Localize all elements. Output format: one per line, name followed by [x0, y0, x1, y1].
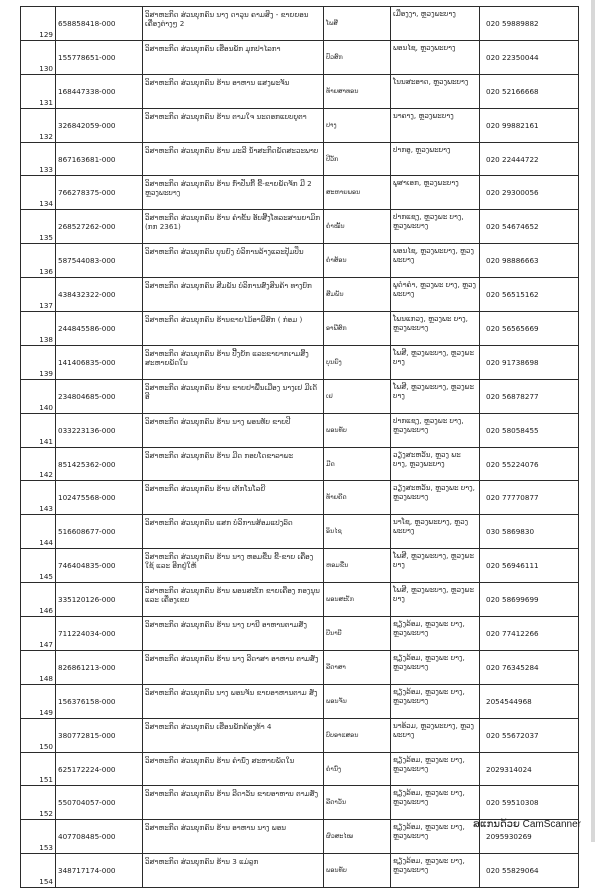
enterprise-name-cell: ວິສາຫະກິດ ສ່ວນບຸກຄົນ ຮ້ານ ກົ່າປັ່ນກີ້ ຂີ້-ຂາຍພັດຈັກ ມີ 2 ຫຼວງພະບາງ: [143, 176, 324, 210]
row-number-cell: 141: [21, 413, 56, 447]
enterprise-name-cell: ວິສາຫະກິດ ສ່ວນບຸກຄົນ ນາງ ດາວຸນ ຄາມສິງ - ຂາຍຍອນ ເຄື່ອງຕ່າງໆ 2: [143, 7, 324, 41]
tax-id-cell: 326842059-000: [56, 108, 143, 142]
phone-number-cell: 020 22350044: [480, 40, 579, 74]
tax-id-cell: 380772815-000: [56, 718, 143, 752]
table-row: [21, 718, 579, 752]
enterprise-name-cell: ວິສາຫະກິດ ສ່ວນບຸກຄົນ ຮ້ານ ຂາຍຢາພື້ນເມືອງ ນາງເຢ ມີເດັອີ: [143, 379, 324, 413]
enterprise-name-cell: ວິສາຫະກິດ ສ່ວນບຸກຄົນ ຮ້ານ ພອນສະເັກ ຂາຍເຄື່ອງ ກອງນຸນ ແລະ ເຄື່ອງເຂຍ: [143, 583, 324, 617]
tax-id-cell: 516608677-000: [56, 515, 143, 549]
phone-number-cell: 030 5869830: [480, 515, 579, 549]
table-row: [21, 312, 579, 346]
address-cell: ພອນໄຊ, ຫຼວງພະບາງ: [391, 40, 480, 74]
address-cell: ນາຄາງ, ຫຼວງພະບາງ: [391, 108, 480, 142]
owner-name-cell: ພອນຈັນ: [324, 684, 391, 718]
address-cell: ປາກແຊງ, ຫຼວງພະ ບາງ, ຫຼວງພະບາງ: [391, 413, 480, 447]
tax-id-cell: 587544083-000: [56, 244, 143, 278]
phone-number-cell: 020 91738698: [480, 345, 579, 379]
row-number-cell: 152: [21, 786, 56, 820]
owner-name-cell: ບຸນຍົງ: [324, 345, 391, 379]
enterprise-name-cell: ວິສາຫະກິດ ສ່ວນບຸກຄົນ ຮ້ານ 3 ແມ່ລູກ: [143, 854, 324, 888]
address-cell: ພູສາເອກ, ຫຼວງພະບາງ: [391, 176, 480, 210]
row-number-cell: 131: [21, 74, 56, 108]
owner-name-cell: ບີນາບີ: [324, 617, 391, 651]
enterprise-name-cell: ວິສາຫະກິດ ສ່ວນບຸກຄົນ ຮ້ານ ຄຳຂັ້ນ ອັບສີ້ງໂທລະສານຍາມິກ (ກກ 2361): [143, 210, 324, 244]
address-cell: ປາກອູ, ຫຼວງພະບາງ: [391, 142, 480, 176]
address-cell: ໂພນແກວງ, ຫຼວງພະ ບາງ, ຫຼວງພະບາງ: [391, 312, 480, 346]
table-row: [21, 345, 579, 379]
address-cell: ໂພສີ, ຫຼວງພະບາງ, ຫຼວງພະບາງ: [391, 583, 480, 617]
phone-number-cell: 020 52166668: [480, 74, 579, 108]
tax-id-cell: 335120126-000: [56, 583, 143, 617]
enterprise-name-cell: ວິສາຫະກິດ ສ່ວນບຸກຄົນ ຮ້ານ ນາງ ພອນທັບ ຂາຍປີ: [143, 413, 324, 447]
phone-number-cell: 020 56878277: [480, 379, 579, 413]
address-cell: ນາໂຊ, ຫຼວງພະບາງ, ຫຼວງພະບາງ: [391, 515, 480, 549]
tax-id-cell: 268527262-000: [56, 210, 143, 244]
address-cell: ຊຽງລ້ອມ, ຫຼວງພະ ບາງ, ຫຼວງພະບາງ: [391, 617, 480, 651]
tax-id-cell: 711224034-000: [56, 617, 143, 651]
phone-number-cell: 020 58699699: [480, 583, 579, 617]
owner-name-cell: ພອນສະເັກ: [324, 583, 391, 617]
enterprise-name-cell: ວິສາຫະກິດ ສ່ວນບຸກຄົນ ຮ້ານ ນາງ ລີດາສາ ອາຫານ ຕາມສັ່ງ: [143, 650, 324, 684]
table-row: [21, 244, 579, 278]
enterprise-name-cell: ວິສາຫະກິດ ສ່ວນບຸກຄົນ ຮ້ານ ມີດ ກອບໂດຂາລາພະ: [143, 447, 324, 481]
phone-number-cell: 020 77770877: [480, 481, 579, 515]
row-number-cell: 148: [21, 650, 56, 684]
owner-name-cell: ລີດາວັນ: [324, 786, 391, 820]
row-number-cell: 154: [21, 854, 56, 888]
address-cell: ໂພສີ, ຫຼວງພະບາງ, ຫຼວງພະບາງ: [391, 549, 480, 583]
enterprise-name-cell: ວິສາຫະກິດ ສ່ວນບຸກຄົນ ຮ້ານ ນາງ ບານີ ອາຫານຕາມສັ່ງ: [143, 617, 324, 651]
phone-number-cell: 2054544968: [480, 684, 579, 718]
enterprise-name-cell: ວິສາຫະກິດ ສ່ວນບຸກຄົນ ຮ້ານ ມະລີ ນ້ຳສະກິດພັດສະວະພາບ: [143, 142, 324, 176]
row-number-cell: 149: [21, 684, 56, 718]
address-cell: ປາກແຊງ, ຫຼວງພະ ບາງ, ຫຼວງພະບາງ: [391, 210, 480, 244]
owner-name-cell: ບົບອາແສອນ: [324, 718, 391, 752]
phone-number-cell: 020 55224076: [480, 447, 579, 481]
enterprise-name-cell: ວິສາຫະກິດ ສ່ວນບຸກຄົນ ຮ້ານ ນາງ ຫອມຂື່ນ ຂີ້-ຂາຍ ເຄື່ອງໃຊ້ ແລະ ອີກຢູ່ໃຫ້: [143, 549, 324, 583]
row-number-cell: 144: [21, 515, 56, 549]
enterprise-name-cell: ວິສາຫະກິດ ສ່ວນບຸກຄົນ ຮ້ານ ຕາມໃຈ ນະດອກແບບບູຕາ: [143, 108, 324, 142]
owner-name-cell: ສະຫາຍພອນ: [324, 176, 391, 210]
owner-name-cell: ຜົວສະໄໝ: [324, 820, 391, 854]
phone-number-cell: 020 77412266: [480, 617, 579, 651]
owner-name-cell: ສີມພັນ: [324, 278, 391, 312]
owner-name-cell: ຫອມຂື່ນ: [324, 549, 391, 583]
address-cell: ໂພສີ, ຫຼວງພະບາງ, ຫຼວງພະບາງ: [391, 379, 480, 413]
enterprise-name-cell: ວິສາຫະກິດ ສ່ວນບຸກຄົນ ຮ້ານ ປີ້ງຍັກ ແລະຂາຍາກເາມສິ້ງ ສະຫາຍພັດໃນ: [143, 345, 324, 379]
row-number-cell: 132: [21, 108, 56, 142]
row-number-cell: 150: [21, 718, 56, 752]
table-row: [21, 786, 579, 820]
row-number-cell: 135: [21, 210, 56, 244]
tax-id-cell: 156376158-000: [56, 684, 143, 718]
registry-table: [20, 6, 579, 888]
table-row: [21, 515, 579, 549]
phone-number-cell: 020 29300056: [480, 176, 579, 210]
phone-number-cell: 020 56946111: [480, 549, 579, 583]
owner-name-cell: ປາງ: [324, 108, 391, 142]
enterprise-name-cell: ວິສາຫະກິດ ສ່ວນບຸກຄົນ ແສກ ບໍລິການສ້ອມແປງລົດ: [143, 515, 324, 549]
table-row: [21, 481, 579, 515]
phone-number-cell: 020 55672037: [480, 718, 579, 752]
phone-number-cell: 020 56565669: [480, 312, 579, 346]
tax-id-cell: 141406835-000: [56, 345, 143, 379]
phone-number-cell: 020 59889882: [480, 7, 579, 41]
address-cell: ວຽງສະຫວັນ, ຫຼວງ ພະ ບາງ, ຫຼວງພະບາງ: [391, 447, 480, 481]
phone-number-cell: 020 55829064: [480, 854, 579, 888]
row-number-cell: 134: [21, 176, 56, 210]
tax-id-cell: 348717174-000: [56, 854, 143, 888]
table-row: [21, 379, 579, 413]
enterprise-name-cell: ວິສາຫະກິດ ສ່ວນບຸກຄົນ ເຮືອນພັກຄ້ອງທ້າ 4: [143, 718, 324, 752]
tax-id-cell: 867163681-000: [56, 142, 143, 176]
phone-number-cell: 020 54674652: [480, 210, 579, 244]
address-cell: ຊຽງລ້ອມ, ຫຼວງພະ ບາງ, ຫຼວງພະບາງ: [391, 854, 480, 888]
table-row: [21, 7, 579, 41]
owner-name-cell: ປີວັກ: [324, 142, 391, 176]
owner-name-cell: ພອນທັບ: [324, 854, 391, 888]
address-cell: ໂພສີ, ຫຼວງພະບາງ, ຫຼວງພະບາງ: [391, 345, 480, 379]
phone-number-cell: 020 59510308: [480, 786, 579, 820]
scanner-watermark: ສແກນດ້ວຍ CamScanner: [473, 819, 581, 830]
address-cell: ຊຽງລ້ອມ, ຫຼວງພະ ບາງ, ຫຼວງພະບາງ: [391, 684, 480, 718]
table-row: [21, 752, 579, 786]
table-row: [21, 684, 579, 718]
address-cell: ໂນນສະອາດ, ຫຼວງພະບາງ: [391, 74, 480, 108]
owner-name-cell: ທ້າຍສາທອນ: [324, 74, 391, 108]
enterprise-name-cell: ວິສາຫະກິດ ສ່ວນບຸກຄົນ ຮ້ານ ເຕັກໂນໂລຍີ: [143, 481, 324, 515]
row-number-cell: 146: [21, 583, 56, 617]
phone-number-cell: 2095930269: [480, 820, 579, 854]
address-cell: ເມືອງງາ, ຫຼວງພະບາງ: [391, 7, 480, 41]
address-cell: ພອນໄຊ, ຫຼວງພະບາງ, ຫຼວງພະບາງ: [391, 244, 480, 278]
enterprise-name-cell: ວິສາຫະກິດ ສ່ວນບຸກຄົນ ຮ້ານຂາຍໄມ້ອາພີສົກ ( ກ່ອມ ): [143, 312, 324, 346]
enterprise-name-cell: ວິສາຫະກິດ ສ່ວນບຸກຄົນ ຮ້ານ ຄຳນົ່ງ ສະຫາຍພັດໃນ: [143, 752, 324, 786]
table-row: [21, 854, 579, 888]
phone-number-cell: 020 56515162: [480, 278, 579, 312]
table-row: [21, 176, 579, 210]
tax-id-cell: 826861213-000: [56, 650, 143, 684]
tax-id-cell: 658858418-000: [56, 7, 143, 41]
enterprise-name-cell: ວິສາຫະກິດ ສ່ວນບຸກຄົນ ຮ້ານ ອາຫານ ນາງ ພອນ: [143, 820, 324, 854]
table-row: [21, 74, 579, 108]
enterprise-name-cell: ວິສາຫະກິດ ສ່ວນບຸກຄົນ ຮ້ານ ລີດາວັນ ຂາຍອາຫານ ຕາມສັ່ງ: [143, 786, 324, 820]
tax-id-cell: 625172224-000: [56, 752, 143, 786]
table-row: [21, 650, 579, 684]
row-number-cell: 136: [21, 244, 56, 278]
phone-number-cell: 020 76345284: [480, 650, 579, 684]
owner-name-cell: ພອນທັບ: [324, 413, 391, 447]
address-cell: ພູດຳຄຳ, ຫຼວງພະ ບາງ, ຫຼວງພະບາງ: [391, 278, 480, 312]
table-row: [21, 617, 579, 651]
table-body: [21, 7, 579, 888]
table-row: [21, 278, 579, 312]
owner-name-cell: ອາພີສົກ: [324, 312, 391, 346]
row-number-cell: 138: [21, 312, 56, 346]
row-number-cell: 153: [21, 820, 56, 854]
row-number-cell: 129: [21, 7, 56, 41]
phone-number-cell: 020 58058455: [480, 413, 579, 447]
owner-name-cell: ມີດ: [324, 447, 391, 481]
table-row: [21, 447, 579, 481]
tax-id-cell: 234804685-000: [56, 379, 143, 413]
tax-id-cell: 033223136-000: [56, 413, 143, 447]
tax-id-cell: 155778651-000: [56, 40, 143, 74]
tax-id-cell: 168447338-000: [56, 74, 143, 108]
row-number-cell: 151: [21, 752, 56, 786]
tax-id-cell: 244845586-000: [56, 312, 143, 346]
address-cell: ຊຽງລ້ອມ, ຫຼວງພະ ບາງ, ຫຼວງພະບາງ: [391, 820, 480, 854]
table-row: [21, 210, 579, 244]
row-number-cell: 137: [21, 278, 56, 312]
table-row: [21, 583, 579, 617]
enterprise-name-cell: ວິສາຫະກິດ ສ່ວນບຸກຄົນ ບຸນຍົງ ບໍລິການລ້າງແລະປຸ້ມປິ່ນ: [143, 244, 324, 278]
row-number-cell: 145: [21, 549, 56, 583]
owner-name-cell: ເຢ: [324, 379, 391, 413]
owner-name-cell: ຄຳນົ່ງ: [324, 752, 391, 786]
phone-number-cell: 2029314024: [480, 752, 579, 786]
address-cell: ວຽງສະຫວັນ, ຫຼວງພະ ບາງ, ຫຼວງພະບາງ: [391, 481, 480, 515]
owner-name-cell: ອິນໄຊ: [324, 515, 391, 549]
row-number-cell: 130: [21, 40, 56, 74]
owner-name-cell: ລີດາສາ: [324, 650, 391, 684]
enterprise-name-cell: ວິສາຫະກິດ ສ່ວນບຸກຄົນ ນາງ ພອນຈັນ ຂາຍອາຫານຕາມ ສັ່ງ: [143, 684, 324, 718]
phone-number-cell: 020 98886663: [480, 244, 579, 278]
owner-name-cell: ຄຳສ້ອນ: [324, 244, 391, 278]
address-cell: ນາອ້ວມ, ຫຼວງພະບາງ, ຫຼວງພະບາງ: [391, 718, 480, 752]
enterprise-name-cell: ວິສາຫະກິດ ສ່ວນບຸກຄົນ ເຮືອນພັກ ມຸກປາໄລກາ: [143, 40, 324, 74]
address-cell: ຊຽງລ້ອມ, ຫຼວງພະ ບາງ, ຫຼວງພະບາງ: [391, 786, 480, 820]
table-row: [21, 40, 579, 74]
tax-id-cell: 407708485-000: [56, 820, 143, 854]
table-row: [21, 108, 579, 142]
row-number-cell: 140: [21, 379, 56, 413]
enterprise-name-cell: ວິສາຫະກິດ ສ່ວນບຸກຄົນ ຮ້ານ ອາຫານ ແສງພະຈັນ: [143, 74, 324, 108]
tax-id-cell: 746404835-000: [56, 549, 143, 583]
row-number-cell: 133: [21, 142, 56, 176]
row-number-cell: 142: [21, 447, 56, 481]
table-row: [21, 549, 579, 583]
address-cell: ຊຽງລ້ອມ, ຫຼວງພະ ບາງ, ຫຼວງພະບາງ: [391, 752, 480, 786]
row-number-cell: 147: [21, 617, 56, 651]
tax-id-cell: 851425362-000: [56, 447, 143, 481]
tax-id-cell: 766278375-000: [56, 176, 143, 210]
owner-name-cell: ທ້າຍຄີດ: [324, 481, 391, 515]
tax-id-cell: 550704057-000: [56, 786, 143, 820]
scan-edge: [591, 0, 595, 842]
table-row: [21, 142, 579, 176]
address-cell: ຊຽງລ້ອມ, ຫຼວງພະ ບາງ, ຫຼວງພະບາງ: [391, 650, 480, 684]
tax-id-cell: 438432322-000: [56, 278, 143, 312]
tax-id-cell: 102475568-000: [56, 481, 143, 515]
owner-name-cell: ປົວສົກ: [324, 40, 391, 74]
phone-number-cell: 020 22444722: [480, 142, 579, 176]
table-row: [21, 413, 579, 447]
enterprise-name-cell: ວິສາຫະກິດ ສ່ວນບຸກຄົນ ສີມພັນ ບໍລິການສົ່ງສິນຄ້າ ທາງບົກ: [143, 278, 324, 312]
phone-number-cell: 020 99882161: [480, 108, 579, 142]
owner-name-cell: ໂພສີ: [324, 7, 391, 41]
owner-name-cell: ຄຳໝັ້ນ: [324, 210, 391, 244]
row-number-cell: 139: [21, 345, 56, 379]
row-number-cell: 143: [21, 481, 56, 515]
